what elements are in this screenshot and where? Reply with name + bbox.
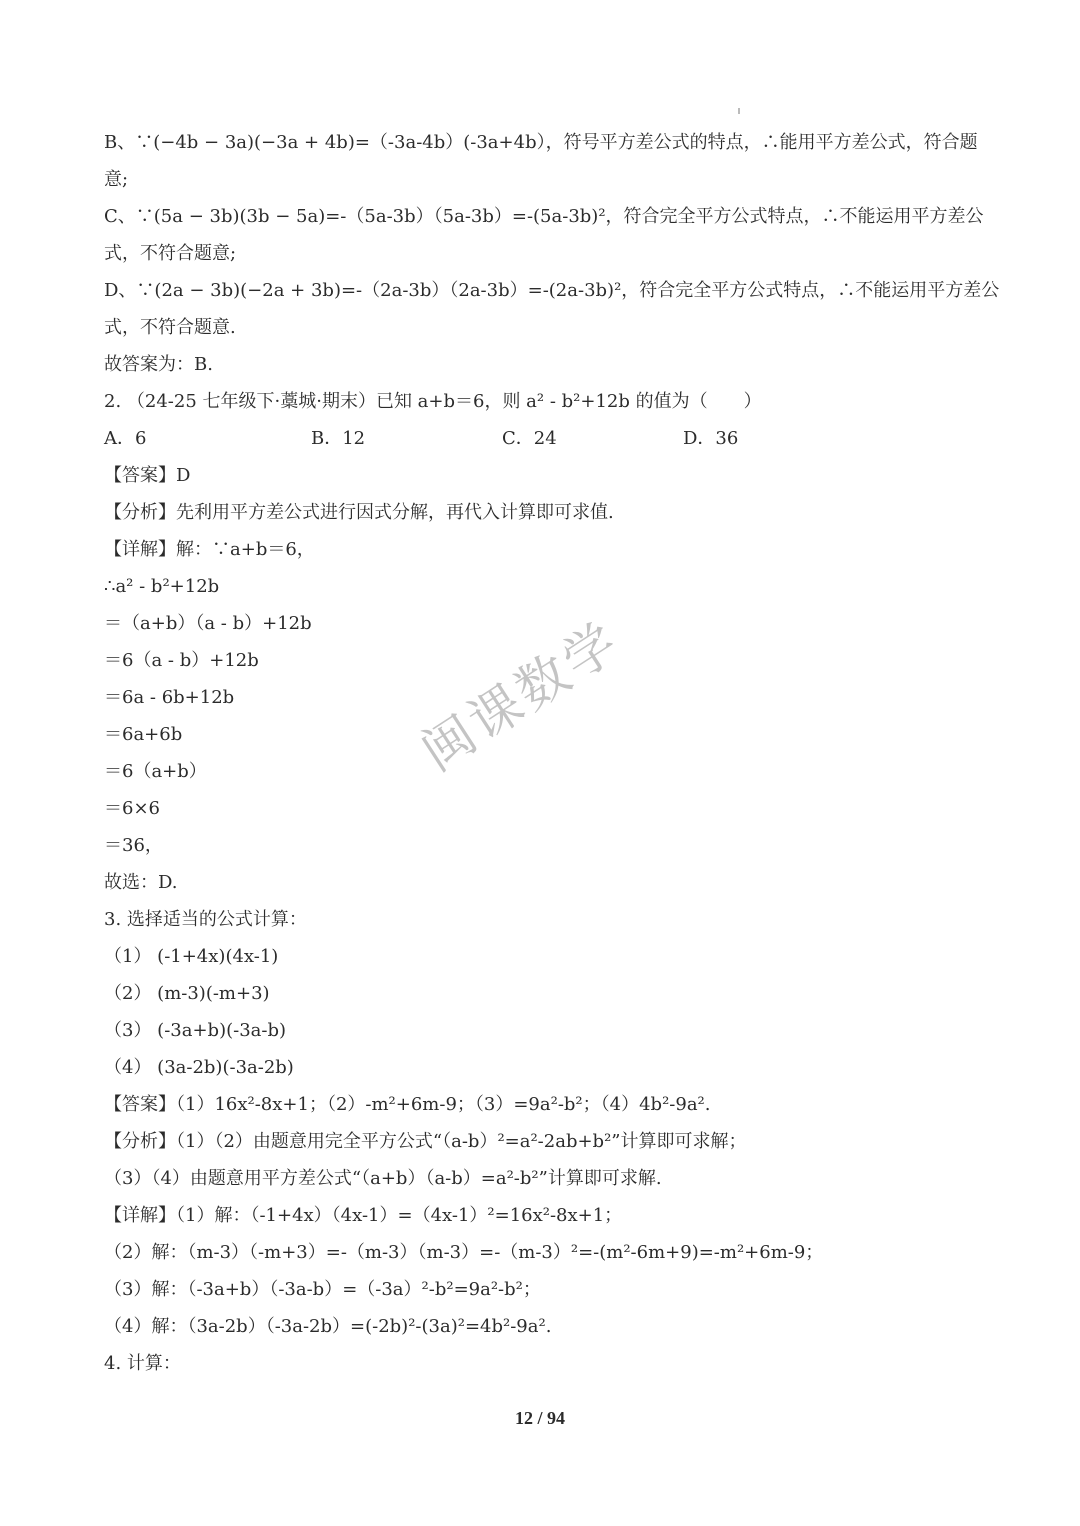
text-line: （2） (m-3)(-m+3) (104, 983, 270, 1004)
text-line: 式，不符合题意. (104, 317, 236, 338)
text-line: （4）解：（3a-2b）（-3a-2b）=(-2b)²-(3a)²=4b²-9a². (104, 1316, 552, 1337)
page-number: 12 / 94 (514, 1408, 565, 1428)
choice-a: A．6 (104, 428, 147, 449)
scan-mark (738, 108, 740, 114)
text-line: B、∵(−4b − 3a)(−3a + 4b)=（-3a-4b）(-3a+4b），符号平方差公式的特点，∴能用平方差公式，符合题 (104, 132, 978, 153)
text-line: （4） (3a-2b)(-3a-2b) (104, 1057, 294, 1078)
text-line: ＝6（a - b）+12b (104, 650, 259, 671)
question-4-title: 4. 计算： (104, 1353, 181, 1374)
answer-line: 【答案】（1）16x²-8x+1；（2）-m²+6m-9；（3）=9a²-b²；（4）4b²-9a². (104, 1094, 711, 1115)
analysis-line: 【分析】先利用平方差公式进行因式分解，再代入计算即可求值. (104, 502, 614, 523)
text-line: ∴a² - b²+12b (104, 576, 220, 597)
choice-d: D．36 (683, 428, 739, 449)
solution-line: 【详解】解：∵a+b＝6， (104, 539, 315, 560)
text-line: C、∵(5a − 3b)(3b − 5a)=-（5a-3b）（5a-3b）=-(5a-3b)²，符合完全平方公式特点，∴不能运用平方差公 (104, 206, 984, 227)
text-line: 故选：D. (104, 872, 178, 893)
question-2-title: 2. （24-25 七年级下·藁城·期末）已知 a+b＝6，则 a² - b²+12b 的值为（ ） (104, 391, 762, 412)
text-line: ＝6（a+b） (104, 761, 207, 782)
text-line: （3）（4）由题意用平方差公式“（a+b）（a-b）=a²-b²”计算即可求解. (104, 1168, 662, 1189)
text-line: ＝（a+b）（a - b）+12b (104, 613, 312, 634)
answer-line: 【答案】D (104, 465, 191, 486)
text-line: ＝6a - 6b+12b (104, 687, 235, 708)
watermark: 闽课数学 (411, 610, 632, 784)
text-line: （2）解：（m-3）（-m+3）=-（m-3）（m-3）=-（m-3）²=-(m²-6m+9)=-m²+6m-9； (104, 1242, 824, 1263)
text-line: D、∵(2a − 3b)(−2a + 3b)=-（2a-3b）（2a-3b）=-(2a-3b)²，符合完全平方公式特点，∴不能运用平方差公 (104, 280, 1000, 301)
text-line: 故答案为：B. (104, 354, 213, 375)
choice-c: C．24 (502, 428, 557, 449)
text-line: （1） (-1+4x)(4x-1) (104, 946, 279, 967)
analysis-line: 【分析】（1）（2）由题意用完全平方公式“（a-b）²=a²-2ab+b²”计算即可求解； (104, 1131, 747, 1152)
text-line: （3）解：（-3a+b）（-3a-b）=（-3a）²-b²=9a²-b²； (104, 1279, 541, 1300)
text-line: 式，不符合题意; (104, 243, 237, 264)
choice-b: B．12 (311, 428, 366, 449)
question-3-title: 3. 选择适当的公式计算： (104, 909, 307, 930)
text-line: （3） (-3a+b)(-3a-b) (104, 1020, 287, 1041)
text-line: ＝36， (104, 835, 163, 856)
answer-choices (104, 427, 984, 451)
text-line: 意; (104, 169, 129, 190)
text-line: ＝6a+6b (104, 724, 183, 745)
solution-line: 【详解】（1）解：（-1+4x）（4x-1）=（4x-1）²=16x²-8x+1； (104, 1205, 623, 1226)
text-line: ＝6×6 (104, 798, 160, 819)
